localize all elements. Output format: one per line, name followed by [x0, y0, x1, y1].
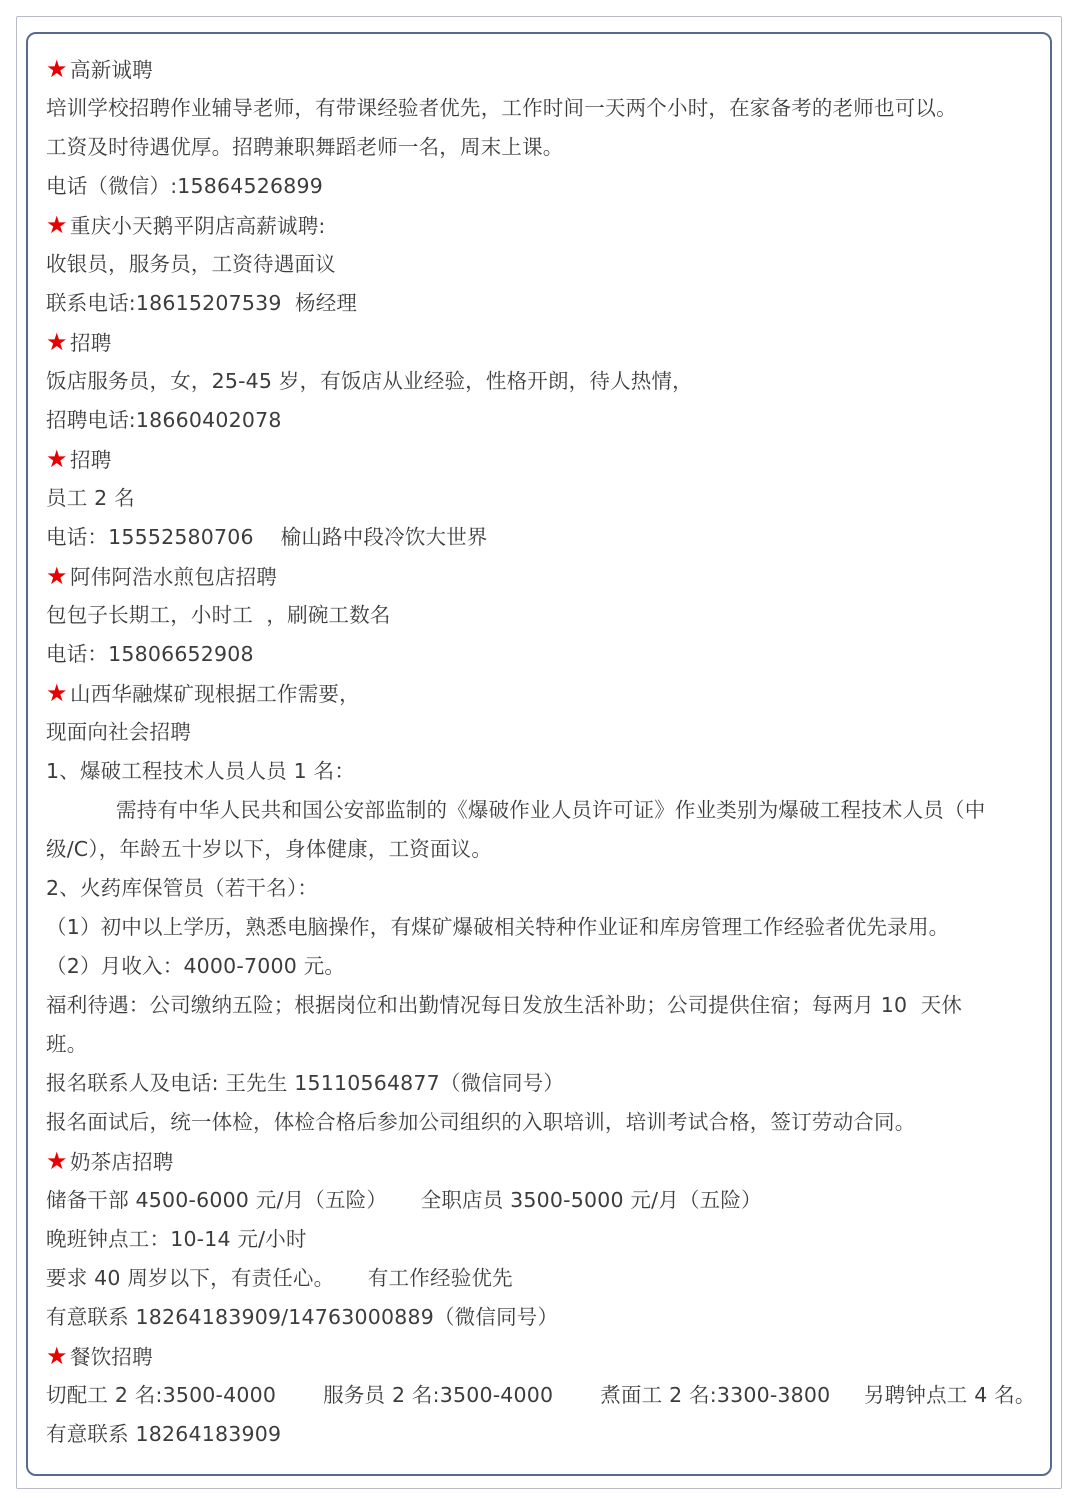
listing-heading-text: 奶茶店招聘	[70, 1150, 174, 1174]
listing-text-line: 电话（微信）:15864526899	[46, 174, 323, 198]
listing-heading	[46, 206, 1036, 245]
listing-text-line: 要求 40 周岁以下，有责任心。 有工作经验优先	[46, 1266, 513, 1290]
listing-heading-text: 招聘	[70, 331, 112, 355]
listing-text-line: 招聘电话:18660402078	[46, 408, 282, 432]
listing-text-line: 现面向社会招聘	[46, 720, 191, 744]
listing-heading	[46, 1337, 1036, 1376]
listing-text-line: 报名面试后，统一体检，体检合格后参加公司组织的入职培训，培训考试合格，签订劳动合同。	[46, 1110, 916, 1134]
star-icon: ★	[46, 445, 68, 473]
listing-heading-text: 山西华融煤矿现根据工作需要，	[70, 682, 360, 706]
listing-text-line: 班。	[46, 1032, 88, 1056]
listing-heading	[46, 50, 1036, 89]
listing-text-line: （1）初中以上学历，熟悉电脑操作，有煤矿爆破相关特种作业证和库房管理工作经验者优先录用。	[46, 915, 950, 939]
listing-text-line: 员工 2 名	[46, 486, 135, 510]
listing-text-line: 储备干部 4500-6000 元/月（五险） 全职店员 3500-5000 元/月（五险）	[46, 1188, 762, 1212]
listing-text-line: 联系电话:18615207539 杨经理	[46, 291, 358, 315]
star-icon: ★	[46, 55, 68, 83]
listing-heading	[46, 557, 1036, 596]
listing-heading-text: 重庆小天鹅平阴店高薪诚聘:	[70, 214, 326, 238]
job-listings	[46, 50, 1036, 1454]
listing-text-line: 报名联系人及电话: 王先生 15110564877（微信同号）	[46, 1071, 565, 1095]
listing-text-line: 需持有中华人民共和国公安部监制的《爆破作业人员许可证》作业类别为爆破工程技术人员（中	[116, 798, 986, 822]
listing-text-line: 包包子长期工，小时工 ，刷碗工数名	[46, 603, 391, 627]
outer-frame	[16, 16, 1062, 1489]
star-icon: ★	[46, 1147, 68, 1175]
listing-heading	[46, 674, 1036, 713]
listing-text-line: 饭店服务员，女，25-45 岁，有饭店从业经验，性格开朗，待人热情，	[46, 369, 693, 393]
listing-text-line: 福利待遇：公司缴纳五险；根据岗位和出勤情况每日发放生活补助；公司提供住宿；每两月 10 天休	[46, 993, 963, 1017]
listing-text-line: 工资及时待遇优厚。招聘兼职舞蹈老师一名，周末上课。	[46, 135, 564, 159]
listing-heading-text: 招聘	[70, 448, 112, 472]
listing-text-line: 2、火药库保管员（若干名）：	[46, 876, 319, 900]
listing-heading-text: 高新诚聘	[70, 58, 153, 82]
listing-heading	[46, 440, 1036, 479]
listing-text-line: 切配工 2 名:3500-4000 服务员 2 名:3500-4000 煮面工 2 名:3300-3800 另聘钟点工 4 名。	[46, 1383, 1036, 1407]
listing-text-line: 1、爆破工程技术人员人员 1 名：	[46, 759, 356, 783]
listing-text-line: 晚班钟点工：10-14 元/小时	[46, 1227, 307, 1251]
star-icon: ★	[46, 1342, 68, 1370]
listing-text-line: 级/C），年龄五十岁以下，身体健康，工资面议。	[46, 837, 493, 861]
star-icon: ★	[46, 211, 68, 239]
listing-text-line: （2）月收入：4000-7000 元。	[46, 954, 346, 978]
star-icon: ★	[46, 328, 68, 356]
listing-text-line: 有意联系 18264183909	[46, 1422, 282, 1446]
listing-text-line: 有意联系 18264183909/14763000889（微信同号）	[46, 1305, 559, 1329]
listing-heading	[46, 323, 1036, 362]
listing-text-line: 电话：15552580706 榆山路中段冷饮大世界	[46, 525, 488, 549]
listing-text-line: 收银员，服务员，工资待遇面议	[46, 252, 336, 276]
listing-text-line: 电话：15806652908	[46, 642, 254, 666]
star-icon: ★	[46, 562, 68, 590]
listing-heading-text: 餐饮招聘	[70, 1345, 153, 1369]
listing-heading	[46, 1142, 1036, 1181]
content-frame	[26, 32, 1052, 1476]
star-icon: ★	[46, 679, 68, 707]
listing-text-line: 培训学校招聘作业辅导老师，有带课经验者优先，工作时间一天两个小时，在家备考的老师也可以。	[46, 96, 957, 120]
listing-heading-text: 阿伟阿浩水煎包店招聘	[70, 565, 277, 589]
